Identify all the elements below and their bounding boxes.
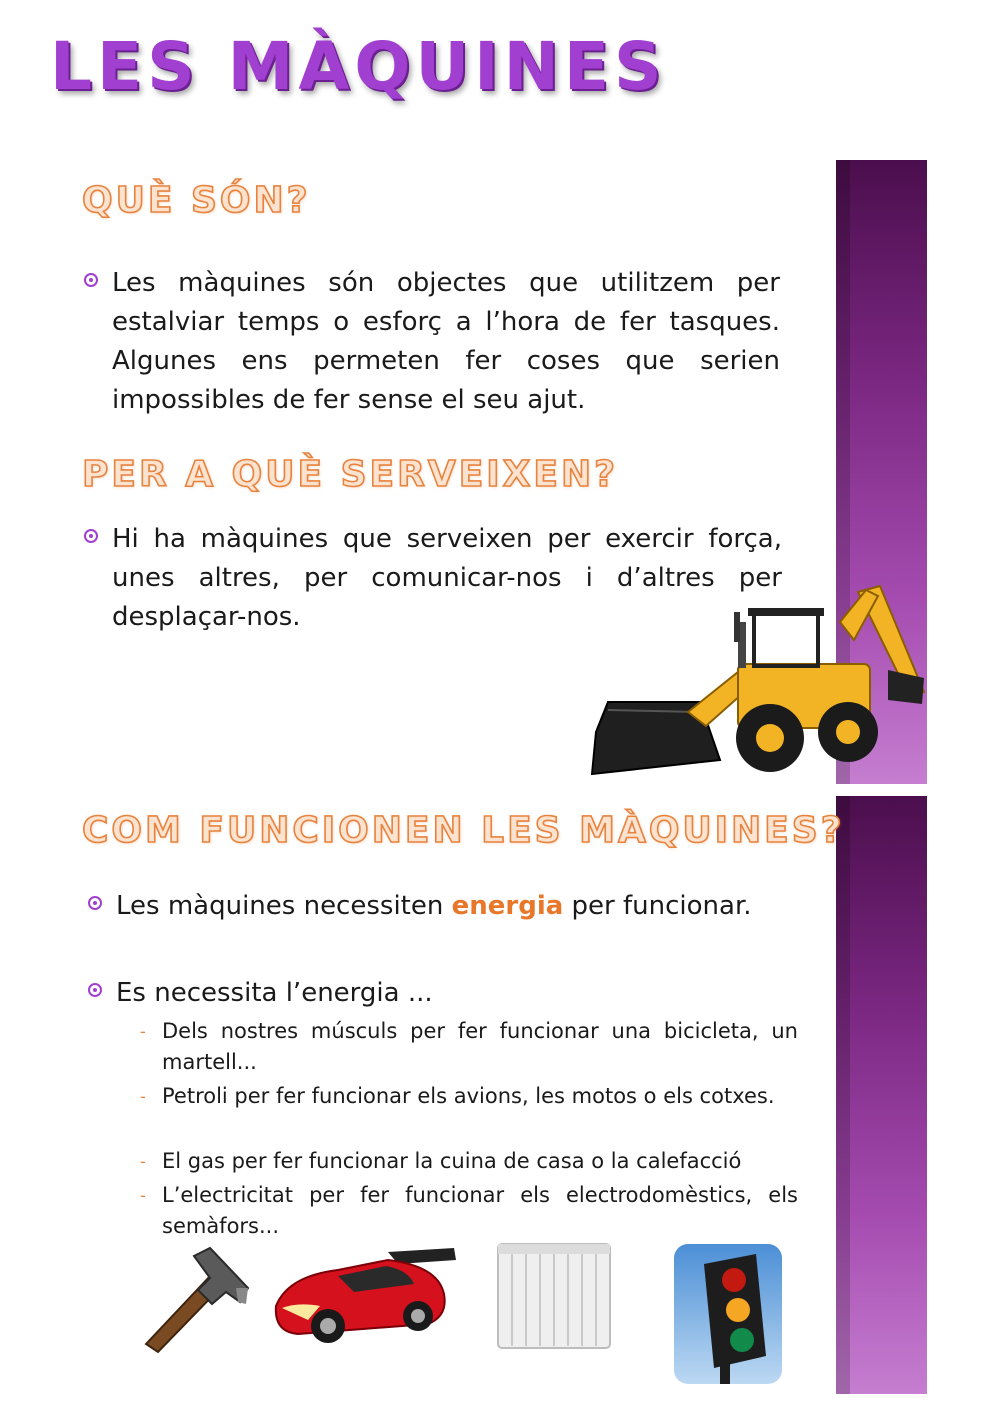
traffic-light-image [674, 1244, 782, 1384]
list-item-text: El gas per fer funcionar la cuina de casa o la calefacció [162, 1149, 742, 1173]
red-sports-car-image [268, 1246, 460, 1348]
bullet-icon [88, 896, 102, 910]
paragraph-text-end: per funcionar. [563, 891, 752, 921]
bullet-icon [88, 983, 102, 997]
dash-icon: - [140, 1022, 146, 1041]
bullet-icon [84, 529, 98, 543]
list-item-text: Dels nostres músculs per fer funcionar una bicicleta, un martell... [162, 1019, 798, 1074]
list-item-text: Petroli per fer funcionar els avions, les motos o els cotxes. [162, 1084, 775, 1108]
paragraph-que-son [112, 264, 780, 420]
radiator-image [494, 1240, 614, 1352]
page-title: LES MÀQUINES [50, 28, 667, 105]
paragraph-text: Es necessita l’energia ... [116, 978, 433, 1008]
paragraph-energia [116, 887, 798, 926]
list-item [140, 1180, 798, 1242]
dash-icon: - [140, 1087, 146, 1106]
paragraph-text: Les màquines són objectes que utilitzem per estalviar temps o esforç a l’hora de fer tasques. Algunes ens permeten fer coses que serien impossibles de fer sense el seu ajut. [112, 268, 780, 415]
list-item [140, 1081, 798, 1112]
section-heading-per-a-que: PER A QUÈ SERVEIXEN? [82, 454, 619, 495]
list-item-text: L’electricitat per fer funcionar els electrodomèstics, els semàfors... [162, 1183, 798, 1238]
bullet-icon [84, 273, 98, 287]
list-item [140, 1016, 798, 1078]
paragraph-text-start: Les màquines necessiten [116, 891, 452, 921]
paragraph-es-necessita [116, 974, 798, 1013]
highlight-energia: energia [451, 891, 564, 921]
backhoe-loader-image [588, 582, 928, 782]
dash-icon: - [140, 1186, 146, 1205]
list-item [140, 1146, 798, 1177]
hammer-image [140, 1248, 250, 1354]
section-heading-que-son: QUÈ SÓN? [82, 180, 311, 221]
sidebar-decoration-bottom [836, 796, 927, 1394]
paragraph-text: Hi ha màquines que serveixen per exercir força, unes altres, per comunicar-nos i d’altres per desplaçar-nos. [112, 524, 782, 632]
dash-icon: - [140, 1152, 146, 1171]
section-heading-com-funcionen: COM FUNCIONEN LES MÀQUINES? [82, 810, 845, 851]
